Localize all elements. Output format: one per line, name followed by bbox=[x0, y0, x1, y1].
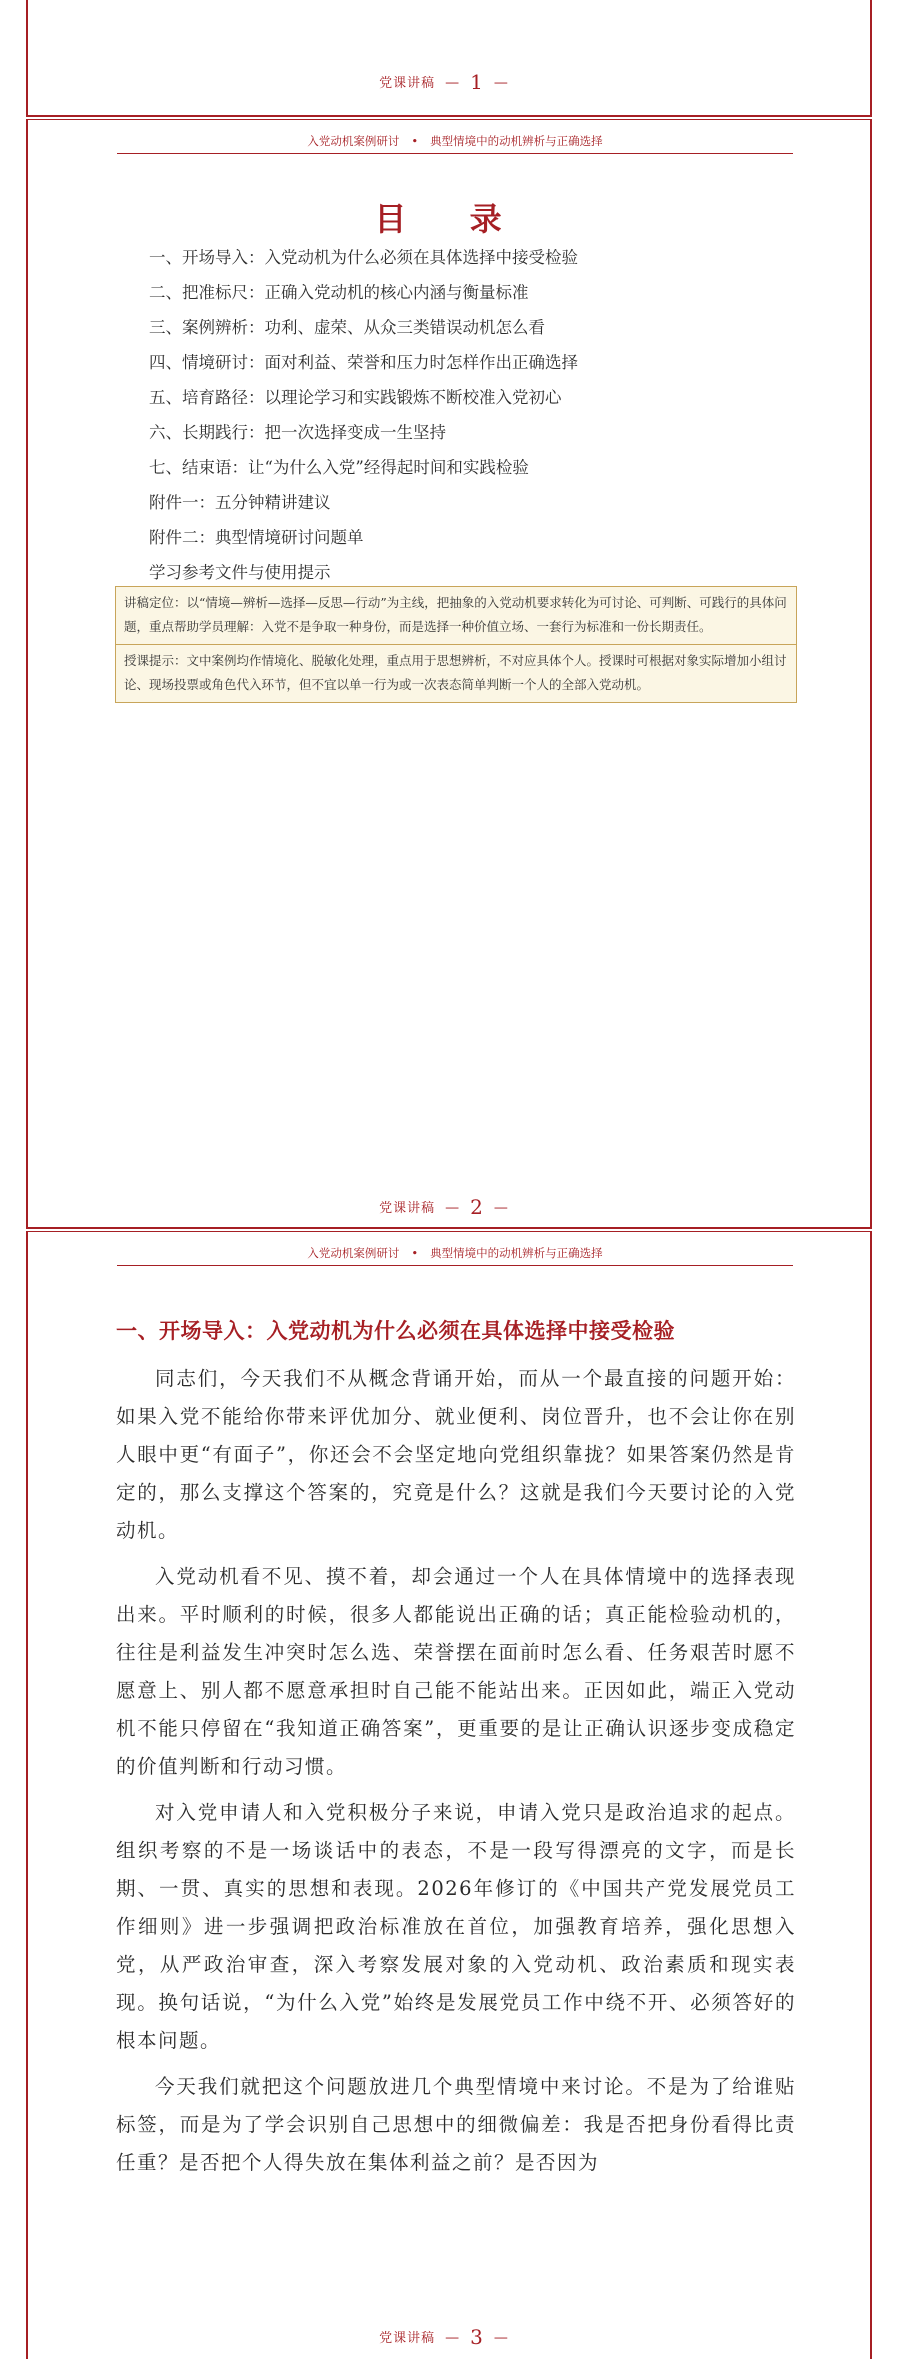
page-number: 3 bbox=[470, 2325, 484, 2349]
footer-label: 党课讲稿 bbox=[379, 76, 436, 91]
toc-list bbox=[149, 240, 578, 590]
page-footer: 党课讲稿 — 3 — bbox=[379, 2325, 509, 2349]
body-paragraph: 入党动机看不见、摸不着，却会通过一个人在具体情境中的选择表现出来。平时顺利的时候，很多人都能说出正确的话；真正能检验动机的，往往是利益发生冲突时怎么选、荣誉摆在面前时怎么看、任务艰苦时愿不愿意上、别人都不愿意承担时自己能不能站出来。正因如此，端正入党动机不能只停留在“我知道正确答案”，更重要的是让正确认识逐步变成稳定的价值判断和行动习惯。 bbox=[116, 1565, 796, 1778]
running-head-left: 入党动机案例研讨 bbox=[307, 1246, 400, 1260]
toc-item: 学习参考文件与使用提示 bbox=[149, 563, 331, 582]
page-3-frame bbox=[26, 1231, 872, 2359]
page-footer: 党课讲稿 — 2 — bbox=[379, 1195, 509, 1219]
page-number: 1 bbox=[470, 70, 484, 94]
body-paragraph: 今天我们就把这个问题放进几个典型情境中来讨论。不是为了给谁贴标签，而是为了学会识别自己思想中的细微偏差：我是否把身份看得比责任重？是否把个人得失放在集体利益之前？是否因为 bbox=[116, 2075, 796, 2174]
section-body bbox=[116, 1360, 796, 2190]
teaching-tip-note: 授课提示：文中案例均作情境化、脱敏化处理，重点用于思想辨析，不对应具体个人。授课时可根据对象实际增加小组讨论、现场投票或角色代入环节，但不宜以单一行为或一次表态简单判断一个人的全部入党动机。 bbox=[116, 644, 796, 702]
section-heading: 一、开场导入：入党动机为什么必须在具体选择中接受检验 bbox=[116, 1318, 675, 1343]
footer-label: 党课讲稿 bbox=[379, 1201, 436, 1216]
footer-label: 党课讲稿 bbox=[379, 2331, 436, 2346]
page-1-frame bbox=[26, 0, 872, 117]
toc-item: 一、开场导入：入党动机为什么必须在具体选择中接受检验 bbox=[149, 248, 578, 267]
toc-item: 附件二：典型情境研讨问题单 bbox=[149, 528, 364, 547]
toc-item: 五、培育路径：以理论学习和实践锻炼不断校准入党初心 bbox=[149, 388, 562, 407]
body-paragraph: 对入党申请人和入党积极分子来说，申请入党只是政治追求的起点。组织考察的不是一场谈话中的表态，不是一段写得漂亮的文字，而是长期、一贯、真实的思想和表现。2026年修订的《中国共产党发展党员工作细则》进一步强调把政治标准放在首位，加强教育培养，强化思想入党，从严政治审查，深入考察发展对象的入党动机、政治素质和现实表现。换句话说，“为什么入党”始终是发展党员工作中绕不开、必须答好的根本问题。 bbox=[116, 1801, 796, 2052]
toc-item: 四、情境研讨：面对利益、荣誉和压力时怎样作出正确选择 bbox=[149, 353, 578, 372]
toc-item: 二、把准标尺：正确入党动机的核心内涵与衡量标准 bbox=[149, 283, 529, 302]
lecture-note-box bbox=[115, 586, 797, 703]
running-head-separator: • bbox=[411, 1246, 419, 1260]
toc-item: 六、长期践行：把一次选择变成一生坚持 bbox=[149, 423, 446, 442]
toc-item: 附件一：五分钟精讲建议 bbox=[149, 493, 331, 512]
running-head-left: 入党动机案例研讨 bbox=[307, 134, 400, 148]
running-head-separator: • bbox=[411, 134, 419, 148]
running-head-right: 典型情境中的动机辨析与正确选择 bbox=[430, 134, 603, 148]
running-head bbox=[117, 133, 793, 154]
positioning-note: 讲稿定位：以“情境—辨析—选择—反思—行动”为主线，把抽象的入党动机要求转化为可讨论、可判断、可践行的具体问题，重点帮助学员理解：入党不是争取一种身份，而是选择一种价值立场、一套行为标准和一份长期责任。 bbox=[124, 595, 787, 634]
page-2-frame bbox=[26, 119, 872, 1229]
running-head bbox=[117, 1245, 793, 1266]
page-number: 2 bbox=[470, 1195, 484, 1219]
toc-item: 七、结束语：让“为什么入党”经得起时间和实践检验 bbox=[149, 458, 529, 477]
body-paragraph: 同志们，今天我们不从概念背诵开始，而从一个最直接的问题开始：如果入党不能给你带来评优加分、就业便利、岗位晋升，也不会让你在别人眼中更“有面子”，你还会不会坚定地向党组织靠拢？如果答案仍然是肯定的，那么支撑这个答案的，究竟是什么？这就是我们今天要讨论的入党动机。 bbox=[116, 1367, 796, 1542]
running-head-right: 典型情境中的动机辨析与正确选择 bbox=[430, 1246, 603, 1260]
toc-title: 目 录 bbox=[374, 200, 528, 238]
page-footer: 党课讲稿 — 1 — bbox=[379, 70, 509, 94]
toc-item: 三、案例辨析：功利、虚荣、从众三类错误动机怎么看 bbox=[149, 318, 545, 337]
